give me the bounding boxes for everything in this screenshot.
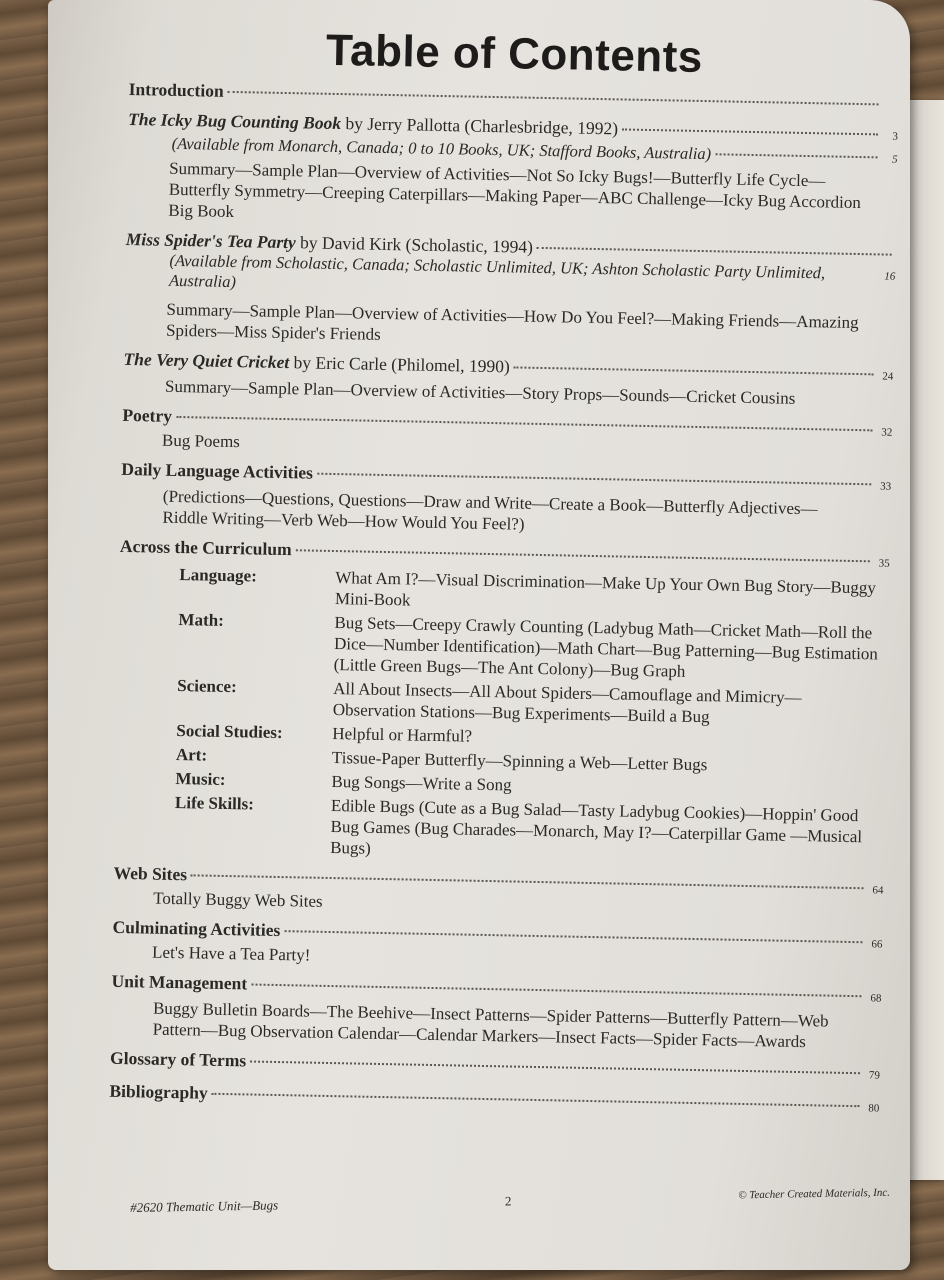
toc-entry-book-1 <box>126 108 898 235</box>
toc-label: Daily Language Activities <box>121 458 314 483</box>
book-title: The Very Quiet Cricket <box>123 348 290 373</box>
toc-label: Web Sites <box>113 862 188 885</box>
page-number: 79 <box>868 1069 881 1082</box>
page-number: 24 <box>882 370 894 383</box>
book-author: by Eric Carle (Philomel, 1990) <box>289 352 511 377</box>
toc-label: Culminating Activities <box>112 916 281 941</box>
leader-dots <box>191 874 863 889</box>
toc-entry-book-3 <box>123 348 894 411</box>
book-title: Miss Spider's Tea Party <box>125 228 296 253</box>
toc-entry-web-sites <box>113 862 884 923</box>
activity-list: (Predictions—Questions, Questions—Draw and Write—Create a Book—Butterfly Adjectives—Riddle Writing—Verb Web—How Would You Feel?) <box>162 486 818 534</box>
availability-note: (Available from Scholastic, Canada; Scholastic Unlimited, UK; Ashton Scholastic Party Unlimited, Australia) <box>168 250 826 292</box>
footer-copyright: © Teacher Created Materials, Inc. <box>738 1186 891 1202</box>
toc-label: Poetry <box>122 404 173 426</box>
page-number: 66 <box>871 938 883 951</box>
leader-dots <box>514 366 874 375</box>
toc-label: Bibliography <box>109 1080 208 1103</box>
page-number: 64 <box>872 884 884 897</box>
page-number: 16 <box>884 270 896 283</box>
activity-list: Buggy Bulletin Boards—The Beehive—Insect Patterns—Spider Patterns—Butterfly Pattern—Web Pattern—Bug Observation Calendar—Calendar Markers—Insect Facts—Spider Facts—Awards <box>152 998 829 1052</box>
book-author: by Jerry Pallotta (Charlesbridge, 1992) <box>340 113 619 139</box>
leader-dots <box>317 473 871 486</box>
page-number: 5 <box>891 153 898 166</box>
page-number: 80 <box>868 1102 880 1115</box>
toc-entry-poetry <box>122 404 893 465</box>
availability-note: (Available from Monarch, Canada; 0 to 10 Books, UK; Stafford Books, Australia) <box>171 133 712 164</box>
toc-label: Unit Management <box>111 970 248 994</box>
subject-items: Tissue-Paper Butterfly—Spinning a Web—Letter Bugs <box>331 748 708 775</box>
subject-items: Edible Bugs (Cute as a Bug Salad—Tasty Ladybug Cookies)—Hoppin' Good Bug Games (Bug Charades—Monarch, May I?—Caterpillar Game —Musical Bugs) <box>330 796 863 858</box>
page-number: 33 <box>880 480 892 493</box>
curriculum-subjects <box>114 563 889 869</box>
toc-entry-curriculum <box>114 535 890 869</box>
toc-entry-glossary <box>110 1047 880 1087</box>
subject-name: Social Studies: <box>176 721 283 743</box>
toc-content <box>109 22 900 1120</box>
subject-items: Helpful or Harmful? <box>332 724 473 746</box>
page-title: Table of Contents <box>325 25 704 82</box>
leader-dots <box>228 91 879 105</box>
subject-name: Math: <box>178 610 225 630</box>
toc-row <box>109 1080 879 1120</box>
leader-dots <box>176 416 872 431</box>
footer-page-number: 2 <box>504 1193 512 1209</box>
subject-name: Science: <box>177 676 237 697</box>
footer-unit-id: #2620 Thematic Unit—Bugs <box>130 1197 279 1215</box>
book-author: by David Kirk (Scholastic, 1994) <box>295 232 534 257</box>
toc-entry-daily-language <box>120 458 891 542</box>
document-page <box>48 0 910 1270</box>
subject-items: All About Insects—All About Spiders—Camouflage and Mimicry—Observation Stations—Bug Experiments—Build a Bug <box>332 679 802 727</box>
subject-name: Language: <box>179 565 258 586</box>
page-footer <box>130 1187 890 1216</box>
leader-dots <box>250 1060 860 1074</box>
leader-dots <box>622 128 878 135</box>
activity-list: Summary—Sample Plan—Overview of Activities—Story Props—Sounds—Cricket Cousins <box>164 376 796 408</box>
toc-entry-book-2 <box>124 228 896 355</box>
toc-label: Introduction <box>128 78 224 101</box>
sub-item: Totally Buggy Web Sites <box>153 888 323 911</box>
toc-entry-bibliography <box>109 1080 879 1120</box>
sub-item: Bug Poems <box>161 430 241 452</box>
subject-row-math <box>178 609 889 686</box>
leader-dots <box>715 153 877 158</box>
toc-row <box>110 1047 880 1087</box>
toc-entry-unit-management <box>110 970 881 1054</box>
subject-name: Life Skills: <box>174 793 255 814</box>
subject-row-life-skills <box>174 792 885 869</box>
leader-dots <box>296 549 870 562</box>
activity-list: Summary—Sample Plan—Overview of Activities—How Do You Feel?—Making Friends—Amazing Spiders—Miss Spider's Friends <box>165 299 859 344</box>
subject-items: Bug Sets—Creepy Crawly Counting (Ladybug Math—Cricket Math—Roll the Dice—Number Identification)—Math Chart—Bug Patterning—Bug Estimation (Little Green Bugs—The Ant Colony)—Bug Graph <box>333 613 879 681</box>
subject-name: Music: <box>175 769 226 789</box>
leader-dots <box>251 984 861 998</box>
page-number: 3 <box>892 130 899 143</box>
toc-label <box>123 348 510 377</box>
toc-label: Glossary of Terms <box>109 1047 247 1071</box>
page-number: 68 <box>870 992 882 1005</box>
subject-items: What Am I?—Visual Discrimination—Make Up Your Own Bug Story—Buggy Mini-Book <box>334 568 877 610</box>
toc-entry-culminating <box>112 916 883 977</box>
subject-name: Art: <box>175 745 208 765</box>
activity-list: Summary—Sample Plan—Overview of Activities—Not So Icky Bugs!—Butterfly Life Cycle—Butterfly Symmetry—Creeping Caterpillars—Making Paper—ABC Challenge—Icky Bug Accordion Big Book <box>168 158 862 222</box>
page-number: 32 <box>881 426 893 439</box>
sub-item: Let's Have a Tea Party! <box>151 942 311 965</box>
leader-dots <box>212 1093 860 1107</box>
leader-dots <box>284 930 862 943</box>
book-title: The Icky Bug Counting Book <box>127 108 342 134</box>
page-number: 35 <box>878 557 890 570</box>
toc-label: Across the Curriculum <box>119 535 292 560</box>
subject-items: Bug Songs—Write a Song <box>331 772 512 795</box>
leader-dots <box>537 247 892 256</box>
